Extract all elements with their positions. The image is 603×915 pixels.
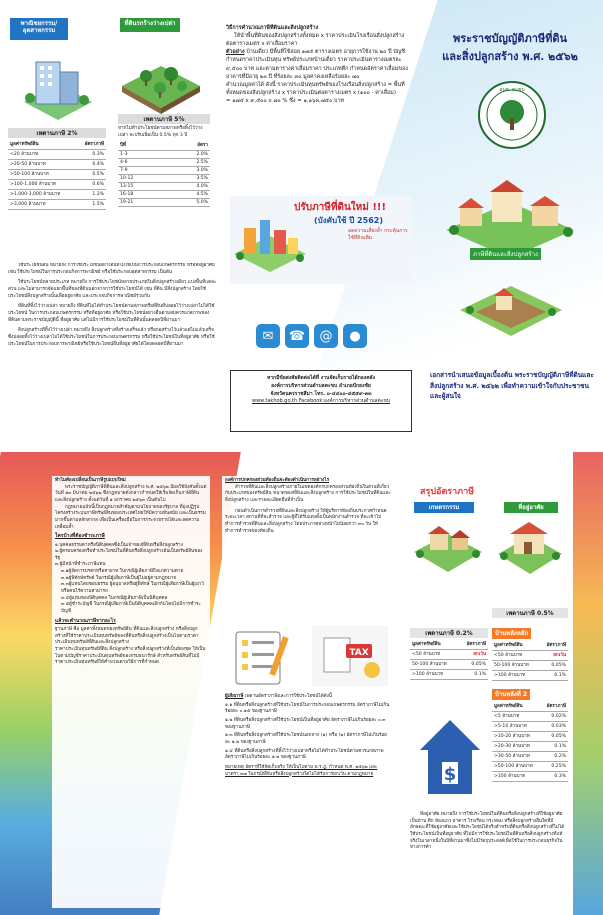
col-header: ปีที่ (118, 141, 166, 151)
table-row: >3,000 ล้านบาท 1.5% (8, 200, 106, 210)
vacant-rate-cap: เพดานภาษี 5% (118, 114, 210, 124)
contact-line: จังหวัดนครราชสีมา โทร. ๐-๔๔๐๐-๔๕๕๙-๓๓ (270, 390, 372, 397)
tax-illustration (312, 626, 388, 686)
top-right-panel (420, 30, 600, 445)
table-row: >100 ล้านบาท 0.1% (410, 670, 488, 680)
agri-rate-table (410, 640, 488, 680)
table-row: 16-18 4.5% (120, 192, 208, 198)
vacant-rate-table (118, 141, 210, 207)
table-row: <50 ล้านบาท ยกเว้น (410, 650, 488, 660)
payer-item: ๑.๑ ที่ดินหรือสิ่งปลูกสร้างที่ใช้ประโยชน์ในการประกอบเกษตรกรรม อัตราภาษีไม่เกินร้อยละ ๐.๑๕ ของฐานภาษี (225, 702, 390, 715)
col-header: มูลค่าทรัพย์สิน (410, 640, 459, 650)
top-left-panel (8, 18, 220, 443)
city-illustration (230, 210, 308, 282)
table-row: 50-100 ล้านบาท 0.05% (410, 660, 488, 670)
local-gov-para-2: ก่อนดำเนินการสำรวจที่ดินและสิ่งปลูกสร้าง ให้ผู้บริหารท้องถิ่นประกาศกำหนดระยะเวลา สถานที่ที่จะสำรวจ และผู้ที่ได้รับแต่งตั้งเป็นพนักงานสำรวจ ที่จะเข้าไปทำการสำรวจที่ดินและสิ่งปลูกสร้าง โดยประกาศล่วงหน้าไม่น้อยกว่า ๓๐ วัน ให้ทำการสำรวจของท้องถิ่น (225, 508, 387, 534)
bottom-left-panel (52, 476, 210, 908)
tag-main-house: บ้านหลังหลัก (492, 628, 531, 639)
col-header: อัตราภาษี (459, 640, 488, 650)
seal-text: อบต. ตะขบ (499, 87, 525, 93)
summary-title: สรุปอัตราภาษี (420, 487, 475, 497)
checklist-illustration (228, 626, 298, 686)
col-header: มูลค่าทรัพย์สิน (492, 641, 539, 651)
table-row: >5-10 ล้านบาท 0.03% (492, 722, 568, 732)
para-vacant-building: สิ่งปลูกสร้างที่ทิ้งไว้ว่างเปล่า หมายถึง สิ่งปลูกสร้างที่สร้างเสร็จแล้ว หรือก่อสร้างไว้แล้วแต่ไม่แล้วเสร็จ ซึ่งปล่อยทิ้งไว้ว่างเปล่าไม่ได้ใช้ประโยชน์ในการประกอบเกษตรกรรม หรือใช้ประโยชน์ในที่อยู่อาศัย หรือใช้ประโยชน์ในการประกอบการพาณิชย์หรือใช้ประโยชน์อื่นที่อยู่อาศัยได้โดยตลอดปีที่ผ่านมา (8, 328, 215, 347)
vacant-rate-note: หากไม่ทำประโยชน์ตามสภาพหรือทิ้งไว้ว่างเปล่า จะปรับเพิ่มเป็น 0.5% ทุก 3 ปี (118, 126, 203, 138)
table-row: >100 ล้านบาท 0.3% (492, 772, 568, 782)
calc-formula: ให้นำพื้นที่ดินของสิ่งปลูกสร้างทั้งหมด x ราคาประเมินโรงเรือนสิ่งปลูกสร้าง ต่อตารางเมตร x ค่าเสื่อมราคา (226, 33, 405, 48)
bottom-mid-panel (222, 476, 394, 908)
table-row: <20 ล้านบาท 0.3% (8, 150, 106, 160)
contact-line: องค์การบริหารส่วนตำบลตะขบ อำเภอปักธงชัย (271, 382, 371, 389)
title-line-1: พระราชบัญญัติภาษีที่ดิน (452, 32, 568, 45)
col-header: มูลค่าทรัพย์สิน (492, 702, 541, 712)
local-gov-section (222, 476, 394, 537)
para-other-use: ใช้ประโยชน์อื่น หมายถึง การใช้ประโยชน์อย่างอื่นที่ไม่ใช่เป็นการประกอบเกษตรกรรม หรือที่อยู่อาศัย เช่น ใช้ประโยชน์ในการประกอบกิจการพาณิชย์ หรือใช้ประกอบอุตสาหกรรม เป็นต้น (8, 263, 215, 275)
who-item: ๓.๕ผู้ชำระบัญชี ในกรณีผู้เสียภาษีเป็นนิติบุคคลเลิกกันโดยไม่มีการชำระบัญชี (61, 602, 201, 615)
table-row: >100-1,000 ล้านบาท 0.6% (8, 180, 106, 190)
title-line-2: และสิ่งปลูกสร้าง พ.ศ. ๒๕๖๒ (442, 49, 578, 63)
location-icon: ● (343, 324, 367, 348)
tag-residence: ที่อยู่อาศัย (504, 502, 558, 513)
base-para-1: ฐานภาษี คือ มูลค่าทั้งหมดของทรัพย์สิน ที่ดินและสิ่งปลูกสร้าง หรือสิ่งปลูกสร้างที่ใช้ราคาประเมินทุนทรัพย์ของที่ดินหรือสิ่งปลูกสร้างเป็นไปตามราคาประเมินทุนทรัพย์ที่ดินและสิ่งปลูกสร้าง (55, 626, 199, 646)
base-para-2: ราคาประเมินทุนทรัพย์ที่ดิน สิ่งปลูกสร้าง หรือสิ่งปลูกสร้างที่เป็นห้องชุด ให้เป็นไปตามบัญชีราคาประเมินทุนทรัพย์ของกรมธนารักษ์ สำหรับทรัพย์สินที่ไม่มีราคาประเมินทุนทรัพย์ให้คำนวณตามวิธีการที่กำหนด (55, 646, 206, 666)
who-item: ๒.ผู้ครอบครองหรือทำประโยชน์ในที่ดินหรือสิ่งปลูกสร้างอันเป็นทรัพย์สินของรัฐ (55, 549, 203, 561)
seal-logo (477, 80, 547, 150)
calc-section (226, 24, 416, 105)
table-row: <5 ล้านบาท 0.02% (492, 712, 568, 722)
table-row: >20-30 ล้านบาท 0.1% (492, 742, 568, 752)
house-money-illustration (414, 704, 486, 804)
payer-section (225, 694, 391, 778)
home-rate-cap: เพดานภาษี 0.5% (492, 608, 568, 618)
cover-footer: เอกสารนำเสนอข้อมูลเบื้องต้น พระราชบัญญัติภาษีที่ดินและสิ่งปลูกสร้าง พ.ศ. ๒๕๖๒ เพื่อทำความเข้าใจกับประชาชน และผู้สนใจ (430, 371, 594, 401)
example-label: ตัวอย่าง (226, 49, 245, 56)
para-vacant-land: ที่ดินที่ทิ้งไว้ว่างเปล่า หมายถึง ที่ดินที่ไม่ได้ทำประโยชน์ตามสภาพหรือที่ดินที่ปล่อยไว้ว่างเปล่าไม่ได้ใช้ประโยชน์ ในการประกอบเกษตรกรรม หรือที่อยู่อาศัย หรือใช้ประโยชน์อย่างอื่นตามสมควรแก่สภาพของที่ดินตามพระราชบัญญัตินี้ ที่อยู่อาศัย แต่ไม่มีการใช้ประโยชน์ในที่ดินนั้นตลอดปีที่ผ่านมา (8, 304, 215, 323)
why-para-1: พระราชบัญญัติภาษีที่ดินและสิ่งปลูกสร้าง พ.ศ. ๒๕๖๒ มีผลใช้บังคับตั้งแต่วันที่ ๑๓ มีนาคม ๒๕๖๒ ซึ่งกฎหมายดังกล่าวกำหนดให้เริ่มจัดเก็บภาษีที่ดินและสิ่งปลูกสร้าง ตั้งแต่วันที่ ๑ มกราคม ๒๕๖๓ เป็นต้นไป (55, 484, 207, 503)
tag-commercial: พาณิชยกรรม/ อุตสาหกรรม (10, 18, 68, 40)
contact-web[interactable]: www.takhob.go.th Facebook:องค์การบริหารส่วนตำบลตะขบ (252, 398, 390, 405)
who-item: ๑.บุคคลธรรมดาหรือนิติบุคคลซึ่งเป็นเจ้าของที่ดินหรือสิ่งปลูกสร้าง (55, 542, 183, 548)
definitions-text (8, 263, 218, 443)
col-header: อัตราภาษี (539, 641, 568, 651)
table-row: >50-100 ล้านบาท 0.25% (492, 762, 568, 772)
banner-subtitle: (บังคับใช้ ปี 2562) (314, 216, 383, 225)
illustration-caption: ภาษีที่ดินและสิ่งปลูกสร้าง (470, 248, 541, 260)
table-row: <50 ล้านบาท ยกเว้น (492, 651, 568, 661)
local-gov-para-1: สำรวจที่ดินและสิ่งปลูกสร้างภายในเขตองค์กรปกครองส่วนท้องถิ่นในส่วนที่เกี่ยวกับประเภทของทรัพย์สิน ขนาดของที่ดินและสิ่งปลูกสร้าง การใช้ประโยชน์ในที่ดินและสิ่งปลูกสร้าง และรายละเอียดอื่นที่จำเป็น (225, 484, 391, 503)
banner-new-tax (230, 196, 412, 284)
home-illustration (494, 516, 566, 578)
calc-lead: คำนวณมูลค่าได้ ดังนี้ ราคาประเมินทุนทรัพย์ของโรงเรือนสิ่งปลูกสร้าง = พื้นที่ทั้งหมดของสิ่งปลูกสร้าง x ราคาประเมินต่อตารางเมตร x (๑๐๐ - ค่าเสื่อม) (226, 81, 405, 96)
tag-second-house: บ้านหลังที่ 2 (492, 689, 530, 700)
table-row: 4-6 2.5% (120, 160, 208, 166)
payer-heading: ผู้เสียภาษี เพดานอัตราภาษีและการใช้ประโยชน์ได้ดังนี้ (225, 694, 332, 699)
why-heading: ทำไมต้องเปลี่ยนเป็นภาษีรูปแบบใหม่ (55, 478, 126, 483)
local-gov-heading: องค์การปกครองส่วนท้องถิ่นจะต้องดำเนินการอย่างไร (225, 478, 330, 483)
mail-icon: ✉ (256, 324, 280, 348)
col-header: มูลค่าทรัพย์สิน (8, 140, 76, 150)
calc-heading: วิธีการคำนวณภาษีที่ดินและสิ่งปลูกสร้าง (226, 25, 319, 31)
table-row: >20-50 ล้านบาท 0.4% (8, 160, 106, 170)
agri-rate-block (410, 628, 488, 688)
col-header: อัตราภาษี (541, 702, 568, 712)
table-row: 50-100 ล้านบาท 0.05% (492, 661, 568, 671)
contact-box (230, 370, 412, 432)
payer-item: ๑.๒ ที่ดินหรือสิ่งปลูกสร้างที่ใช้ประโยชน์เป็นที่อยู่อาศัย อัตราภาษีไม่เกินร้อยละ ๐.๓ ของฐานภาษี (225, 717, 386, 730)
contact-icons (256, 324, 367, 348)
tag-vacant: ที่ดินรกร้างว่างเปล่า (120, 18, 180, 32)
payer-item: ๑.๓ ที่ดินหรือสิ่งปลูกสร้างที่ใช้ประโยชน์นอกจาก (๑) หรือ (๒) อัตราภาษีไม่เกินร้อยละ ๑.๒ ของฐานภาษี (225, 733, 387, 745)
calc-example: ตัวอย่าง บ้านเดี่ยว มีพื้นที่ใช้สอย ๑๗๕ ตารางเมตร อายุการใช้งาน ๒๐ ปี บัญชีกำหนดราคาประเมินทุน ทรัพย์ประเภทบ้านเดี่ยว ราคาประเมินตารางเมตรละ ๙,๕๐๐ บาท และตามตารางค่าเสื่อมราคา ประเภทตึก กำหนดอัตราค่าเสื่อมของอาคารที่มีอายุ ๒๐ ปี ที่ร้อยละ ๓๐ มูลค่าคงเหลือร้อยละ ๗๐ (226, 49, 408, 80)
factory-illustration (14, 42, 102, 138)
table-row: >100 ล้านบาท 0.1% (492, 671, 568, 681)
table-row: >1,000-3,000 ล้านบาท 1.2% (8, 190, 106, 200)
house-illustration (440, 172, 580, 260)
calc-result: = ๑๗๕ x ๙,๕๐๐ x ๗๐ % ซึ่ง = ๑,๑๖๓,๗๕๐ บาท (226, 97, 344, 104)
top-mid-panel (226, 24, 416, 444)
residence-definition: ที่อยู่อาศัย หมายถึง การใช้ประโยชน์ในที่ดินหรือสิ่งปลูกสร้างที่ใช้อยู่อาศัยเป็นบ้าน ตึก ห้องแถว อาคาร โรงเรือน กระท่อม หรือสิ่งปลูกสร้างอื่นใดที่มีลักษณะที่ใช้อยู่อาศัยและใช้ประโยชน์ได้จริงสำหรับที่ดินหรือสิ่งปลูกสร้างที่ไม่ได้ใช้ประโยชน์เป็นที่อยู่อาศัย ที่ไม่มีการใช้ประโยชน์ในที่ดินหรือสิ่งปลูกสร้างที่แท้จริงในเวลาหนึ่งในปีที่ผ่านมาซึ่งไม่มีวัตถุประสงค์เพื่อใช้ในการประกอบธุรกิจในทางการค้า (410, 812, 565, 851)
land-plot-illustration (456, 274, 566, 344)
table-row: >30-50 ล้านบาท 0.2% (492, 752, 568, 762)
vacant-land-illustration (116, 36, 206, 120)
who-heading: ใครบ้างที่ต้องชำระภาษี (55, 533, 105, 540)
why-section (52, 476, 210, 669)
svg-text:$: $ (443, 764, 457, 785)
phone-icon: ☎ (285, 324, 309, 348)
table-row: 19-21 5.0% (120, 200, 208, 206)
home-rate-block (492, 608, 568, 808)
banner-title: ปรับภาษีที่ดินใหม่ !!! (294, 202, 387, 213)
table-row: 7-9 3.0% (120, 168, 208, 174)
why-para-2: กฎหมายฉบับนี้เป็นกฎหมายสำคัญตามนโยบายของรัฐบาล ที่มุ่งปฏิรูปโครงสร้างระบบภาษีทรัพย์สินของประเทศไทยให้มีความทันสมัย และเป็นธรรมมากขึ้นตามหลักสากล เพื่อเป็นเครื่องมือในการกระจายรายได้และลดความเหลื่อมล้ำ (55, 504, 206, 530)
at-icon: @ (314, 324, 338, 348)
second-house-rate-table (492, 702, 568, 782)
vacant-table (118, 114, 210, 264)
table-row: 10-12 3.5% (120, 176, 208, 182)
commercial-rate-cap: เพดานภาษี 2% (8, 128, 106, 138)
who-item: ๓.๒ผู้พิทักษ์ทรัพย์ ในกรณีผู้เสียภาษีเป็นผู้ไม่อยู่ตามกฎหมาย (61, 575, 177, 581)
payer-note: หมายเหตุ อัตราที่ใช้จัดเก็บจริง ให้เป็นไปตาม พ.ร.ฎ. กำหนด พ.ศ. ๒๕๖๒ และมาตรา ๓๗ ในกรณีที่ดินหรือสิ่งปลูกสร้างใดไม่ได้รับการยกเว้น ตามกฎหมาย (225, 764, 378, 777)
table-row: 1-3 2.0% (120, 152, 208, 158)
who-item: ๓.๔ผู้แทนของนิติบุคคล ในกรณีผู้เสียภาษีเป็นนิติบุคคล (61, 595, 168, 601)
farm-illustration (410, 516, 486, 578)
who-item: ๓.๓ผู้แทนโดยชอบธรรม ผู้อนุบาลหรือผู้พิทักษ์ ในกรณีผู้เสียภาษีเป็นผู้เยาว์หรือคนไร้ความสามารถ (61, 582, 204, 595)
agri-rate-cap: เพดานภาษี 0.2% (410, 628, 488, 638)
payer-item: ๑.๔ ที่ดินหรือสิ่งปลูกสร้างที่ทิ้งไว้ว่างเปล่าหรือไม่ได้ทำประโยชน์ตามควรแก่สภาพ อัตราภาษีไม่เกินร้อยละ ๑.๒ ของฐานภาษี (225, 748, 384, 761)
main-title (420, 30, 600, 65)
tag-agriculture: เกษตรกรรม (414, 502, 474, 513)
who-item: ๓.๑ผู้จัดการมรดกหรือทายาท ในกรณีผู้เสียภาษีถึงแก่ความตาย (61, 569, 184, 575)
commercial-rate-table (8, 140, 106, 210)
banner-tagline: ลดความเสี่ยงล้ำ กระตุ้นการใช้ที่ดินเพิ่ม (348, 228, 408, 241)
table-row: 13-15 4.0% (120, 184, 208, 190)
who-item: ๓.ผู้มีหน้าที่ชำระภาษีแทน (55, 562, 106, 568)
commercial-table (8, 128, 106, 238)
col-header: อัตราภาษี (76, 140, 106, 150)
para-multi-use: ใช้ประโยชน์หลายประเภท หมายถึง การใช้ประโยชน์หลายประเภทในสิ่งปลูกสร้างเดียว แบ่งพื้นที่แต่ละส่วน และไม่สามารถจัดแยกพื้นที่ของที่ดินนอกจากการใช้ประโยชน์ได้ เช่น ที่ดิน มีสิ่งปลูกสร้าง โดยใช้ประโยชน์สิ่งปลูกสร้างนั้นเพื่ออยู่อาศัย และประกอบกิจการพาณิชย์ร่วมกัน (8, 280, 217, 299)
table-row: >10-20 ล้านบาท 0.05% (492, 732, 568, 742)
svg-text:TAX: TAX (349, 648, 369, 658)
bottom-right-panel (406, 476, 570, 908)
contact-line: หากมีข้อสงสัยติดต่อได้ที่ งานจัดเก็บรายได้กองคลัง (266, 375, 376, 381)
base-heading: แล้วจะคำนวณภาษีจากอะไร (55, 617, 116, 624)
table-row: >50-100 ล้านบาท 0.5% (8, 170, 106, 180)
main-house-rate-table (492, 641, 568, 681)
col-header: อัตรา (166, 141, 210, 151)
